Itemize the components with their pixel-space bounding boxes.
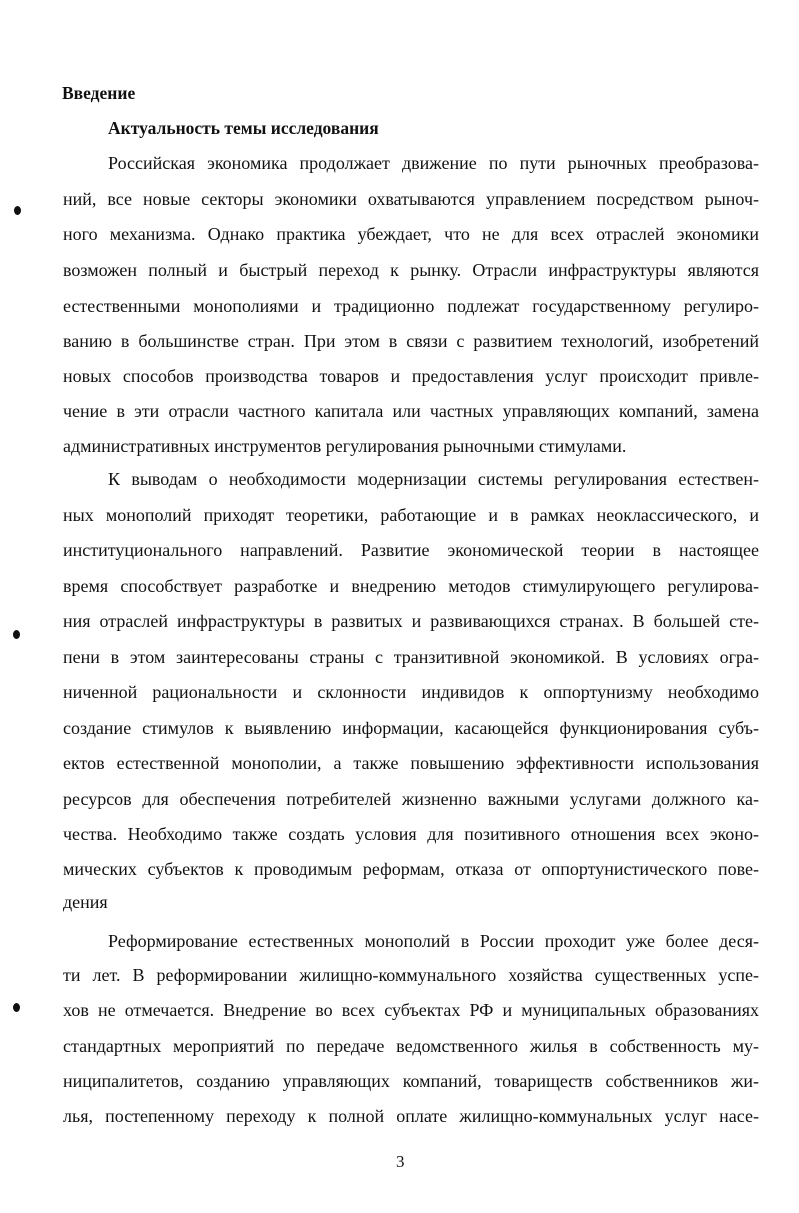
page-number: 3 xyxy=(396,1152,405,1171)
text-line: пени в этом заинтересованы страны с транзитивной экономикой. В условиях огра- xyxy=(63,647,759,667)
text-line: чества. Необходимо также создать условия для позитивного отношения всех эконо- xyxy=(63,824,759,844)
text-line: ний, все новые секторы экономики охватываются управлением посредством рыноч- xyxy=(63,189,759,209)
subsection-heading: Актуальность темы исследования xyxy=(108,118,379,138)
text-line: возможен полный и быстрый переход к рынку. Отрасли инфраструктуры являются xyxy=(63,260,759,280)
text-line: Реформирование естественных монополий в России проходит уже более деся- xyxy=(108,931,759,951)
margin-dot-mark xyxy=(13,1003,20,1012)
text-line: новых способов производства товаров и предоставления услуг происходит привле- xyxy=(63,366,759,386)
text-line: чение в эти отрасли частного капитала или частных управляющих компаний, замена xyxy=(63,401,759,421)
text-line: административных инструментов регулирования рыночными стимулами. xyxy=(63,436,627,456)
text-line: дения xyxy=(63,892,108,912)
text-line: ных монополий приходят теоретики, работающие и в рамках неоклассического, и xyxy=(63,505,759,525)
section-heading: Введение xyxy=(62,83,136,103)
text-line: создание стимулов к выявлению информации, касающейся функционирования субъ- xyxy=(63,718,759,738)
text-line: ектов естественной монополии, а также повышению эффективности использования xyxy=(63,753,759,773)
text-line: ресурсов для обеспечения потребителей жизненно важными услугами должного ка- xyxy=(63,789,759,809)
text-line: хов не отмечается. Внедрение во всех субъектах РФ и муниципальных образованиях xyxy=(63,1000,759,1020)
text-line: лья, постепенному переходу к полной оплате жилищно-коммунальных услуг насе- xyxy=(63,1106,759,1126)
text-line: мических субъектов к проводимым реформам, отказа от оппортунистического пове- xyxy=(63,859,759,879)
text-line: время способствует разработке и внедрению методов стимулирующего регулирова- xyxy=(63,576,759,596)
text-line: Российская экономика продолжает движение по пути рыночных преобразова- xyxy=(108,153,759,173)
text-line: естественными монополиями и традиционно подлежат государственному регулиро- xyxy=(63,296,759,316)
text-line: К выводам о необходимости модернизации системы регулирования естествен- xyxy=(108,469,759,489)
text-line: стандартных мероприятий по передаче ведомственного жилья в собственность му- xyxy=(63,1036,759,1056)
text-line: ти лет. В реформировании жилищно-коммунального хозяйства существенных успе- xyxy=(63,965,759,985)
margin-dot-mark xyxy=(14,206,21,215)
text-line: институционального направлений. Развитие экономической теории в настоящее xyxy=(63,540,759,560)
text-line: ванию в большинстве стран. При этом в связи с развитием технологий, изобретений xyxy=(63,331,759,351)
text-line: ниципалитетов, созданию управляющих компаний, товариществ собственников жи- xyxy=(63,1071,759,1091)
margin-dot-mark xyxy=(13,630,20,639)
text-line: ниченной рациональности и склонности индивидов к оппортунизму необходимо xyxy=(63,682,759,702)
text-line: ния отраслей инфраструктуры в развитых и развивающихся странах. В большей сте- xyxy=(63,611,759,631)
text-line: ного механизма. Однако практика убеждает, что не для всех отраслей экономики xyxy=(63,224,759,244)
